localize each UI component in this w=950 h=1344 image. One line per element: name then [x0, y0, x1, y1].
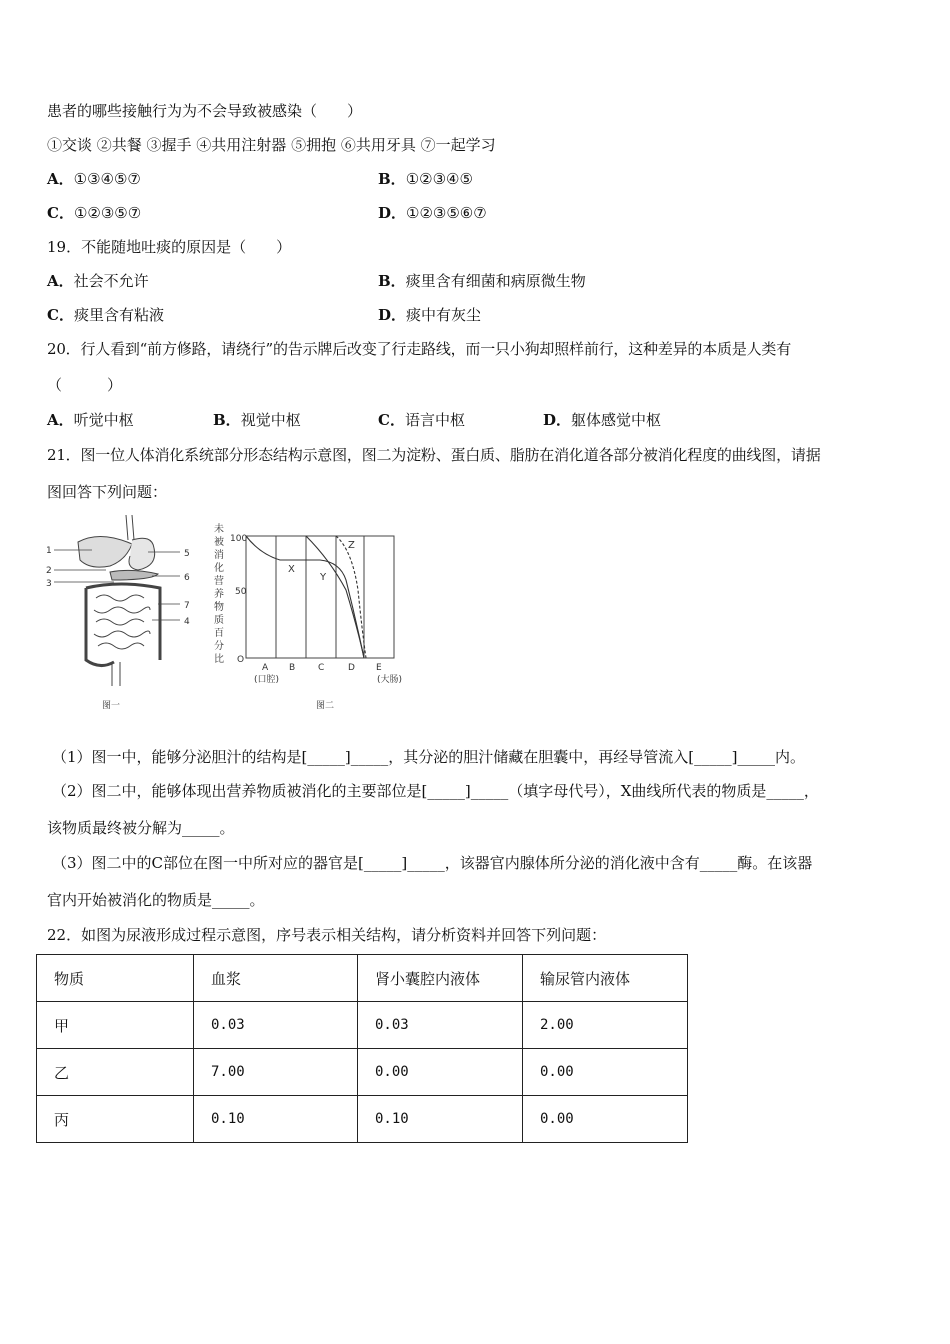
y-tick-0: O [237, 655, 245, 665]
stomach-shape [129, 538, 155, 570]
q18-stem: 患者的哪些接触行为为不会导致被感染（ ） [47, 102, 363, 120]
fig1-label-3: 3 [46, 579, 52, 589]
option-letter: A． [47, 411, 74, 429]
table-cell: 0.03 [358, 1002, 523, 1049]
ylabel-char: 化 [214, 563, 224, 574]
option-letter: D． [543, 411, 572, 429]
option-text: 痰里含有细菌和病原微生物 [405, 272, 586, 290]
curve-label-x: X [288, 564, 295, 575]
table-cell: 0.10 [358, 1096, 523, 1143]
curve-z [336, 536, 366, 658]
q19-stem: 19．不能随地吐痰的原因是（ ） [47, 238, 292, 256]
q19-option-b [378, 271, 586, 291]
q18-option-d [378, 203, 487, 223]
rectum-shape [112, 662, 120, 686]
q21-sub3: （3）图二中的C部位在图一中所对应的器官是[_____]_____，该器官内腺体所分泌的消化液中含有_____酶。在该器 [52, 854, 813, 872]
ylabel-char: 养 [214, 589, 224, 600]
table-cell: 乙 [37, 1049, 194, 1096]
small-intestine-shape [94, 595, 150, 649]
table-cell: 0.00 [358, 1049, 523, 1096]
table-cell: 丙 [37, 1096, 194, 1143]
q21-sub3-continued: 官内开始被消化的物质是_____。 [47, 891, 265, 909]
x-sub-a: (口腔) [254, 675, 280, 685]
q20-option-c [378, 410, 465, 430]
ylabel-char: 营 [214, 576, 224, 587]
x-tick-b: B [289, 663, 296, 673]
esophagus-shape [126, 515, 134, 540]
option-letter: C． [47, 306, 74, 324]
curve-label-z: Z [348, 540, 355, 551]
curve-x [246, 536, 364, 658]
q19-option-a [47, 271, 149, 291]
table-header-cell: 肾小囊腔内液体 [358, 955, 523, 1002]
q21-sub2: （2）图二中，能够体现出营养物质被消化的主要部位是[_____]_____（填字母代号），X曲线所代表的物质是_____， [52, 782, 819, 800]
table-header-row [37, 955, 688, 1002]
fig2-caption: 图二 [316, 701, 335, 711]
q18-option-c [47, 203, 141, 223]
ylabel-char: 被 [214, 537, 224, 548]
q21-stem-continued: 图回答下列问题： [47, 483, 168, 501]
y-tick-100: 100 [230, 534, 248, 544]
fig1-label-4: 4 [184, 617, 190, 627]
table-cell: 0.03 [194, 1002, 358, 1049]
option-text: ①②③④⑤ [405, 170, 473, 188]
table-cell: 甲 [37, 1002, 194, 1049]
ylabel-char: 未 [214, 524, 224, 535]
ylabel-char: 质 [214, 615, 224, 626]
option-letter: D． [378, 204, 407, 222]
fig2-ylabel [214, 522, 224, 665]
q21-figures [40, 510, 420, 715]
ylabel-char: 分 [214, 641, 224, 652]
option-letter: A． [47, 170, 74, 188]
pancreas-shape [110, 570, 158, 580]
table-row [37, 1096, 688, 1143]
ylabel-char: 百 [214, 628, 224, 639]
q19-option-c [47, 305, 164, 325]
q21-sub2-continued: 该物质最终被分解为_____。 [47, 819, 235, 837]
x-tick-c: C [318, 663, 325, 673]
option-letter: B． [378, 170, 406, 188]
fig2-y-ticks [230, 534, 247, 665]
q21-sub1: （1）图一中，能够分泌胆汁的结构是[_____]_____，其分泌的胆汁储藏在胆囊中，再经导管流入[_____]_____内。 [52, 748, 805, 766]
fig2-x-ticks [254, 663, 402, 685]
table-cell: 2.00 [523, 1002, 688, 1049]
table-cell: 0.00 [523, 1049, 688, 1096]
table-cell: 7.00 [194, 1049, 358, 1096]
option-letter: C． [378, 411, 405, 429]
q20-stem-continued: （ ） [47, 376, 123, 394]
fig2-plot-frame [246, 536, 394, 658]
fig1-label-5: 5 [184, 549, 190, 559]
ylabel-char: 物 [214, 602, 224, 613]
fig1-caption: 图一 [102, 701, 121, 711]
q20-stem: 20．行人看到“前方修路，请绕行”的告示牌后改变了行走路线，而一只小狗却照样前行，这种差异的本质是人类有 [47, 340, 792, 358]
option-text: ①③④⑤⑦ [73, 170, 141, 188]
q20-option-a [47, 410, 134, 430]
q20-option-d [543, 410, 661, 430]
option-text: 听觉中枢 [73, 411, 134, 429]
table-row [37, 1002, 688, 1049]
option-text: 痰中有灰尘 [406, 306, 482, 324]
option-text: 社会不允许 [73, 272, 149, 290]
q18-option-a [47, 169, 141, 189]
x-tick-a: A [262, 663, 269, 673]
fig1-label-1: 1 [46, 546, 52, 556]
table-cell: 0.00 [523, 1096, 688, 1143]
option-text: 躯体感觉中枢 [571, 411, 662, 429]
q22-stem: 22．如图为尿液形成过程示意图，序号表示相关结构，请分析资料并回答下列问题： [47, 926, 607, 944]
table-header-cell: 输尿管内液体 [523, 955, 688, 1002]
curve-y [306, 536, 364, 658]
q19-option-d [378, 305, 481, 325]
table-header-cell: 物质 [37, 955, 194, 1002]
x-tick-e: E [376, 663, 382, 673]
q18-items: ①交谈 ②共餐 ③握手 ④共用注射器 ⑤拥抱 ⑥共用牙具 ⑦一起学习 [47, 136, 496, 154]
ylabel-char: 消 [214, 550, 224, 561]
fig1-label-2: 2 [46, 566, 52, 576]
table-header-cell: 血浆 [194, 955, 358, 1002]
fig1-label-7: 7 [184, 601, 190, 611]
table-cell: 0.10 [194, 1096, 358, 1143]
option-text: 视觉中枢 [240, 411, 301, 429]
x-tick-d: D [348, 663, 355, 673]
liver-shape [78, 536, 132, 567]
q21-stem: 21．图一位人体消化系统部分形态结构示意图，图二为淀粉、蛋白质、脂肪在消化道各部分被消化程度的曲线图，请据 [47, 446, 821, 464]
table-row [37, 1049, 688, 1096]
q18-option-b [378, 169, 473, 189]
q20-option-b [213, 410, 301, 430]
option-letter: A． [47, 272, 74, 290]
option-letter: B． [213, 411, 241, 429]
plot-border [246, 536, 394, 658]
option-letter: D． [378, 306, 407, 324]
ylabel-char: 比 [214, 654, 224, 665]
curve-label-y: Y [320, 572, 327, 583]
option-letter: B． [378, 272, 406, 290]
y-tick-50: 50 [235, 587, 247, 597]
fig1-label-6: 6 [184, 573, 190, 583]
option-text: 语言中枢 [404, 411, 465, 429]
q22-data-table [36, 954, 688, 1143]
digestive-system-diagram [54, 515, 180, 686]
x-sub-e: (大肠) [377, 675, 403, 685]
option-text: 痰里含有粘液 [73, 306, 164, 324]
option-letter: C． [47, 204, 74, 222]
option-text: ①②③⑤⑦ [73, 204, 142, 222]
option-text: ①②③⑤⑥⑦ [406, 204, 487, 222]
